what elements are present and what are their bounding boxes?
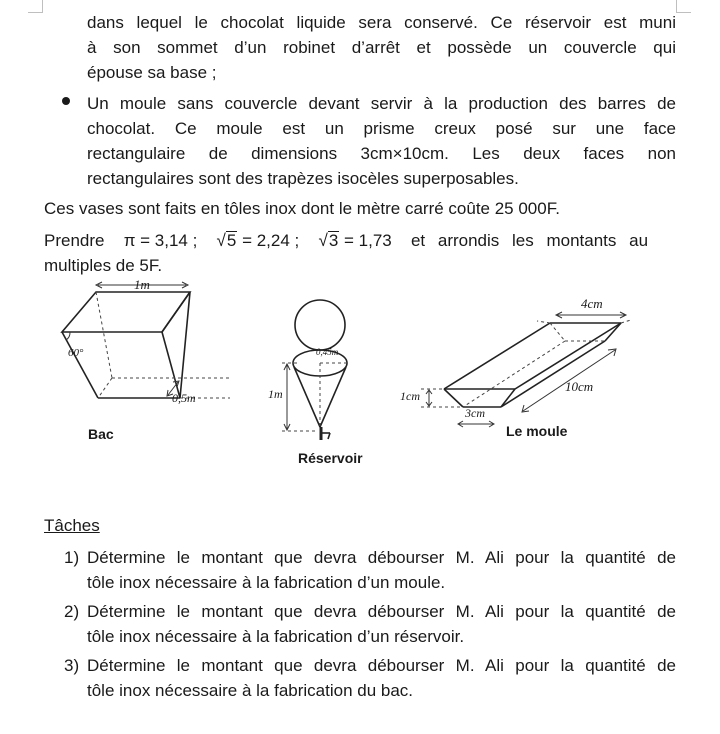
bac-width-label: 1m	[134, 277, 150, 292]
figure-reservoir	[260, 295, 390, 470]
bullet-line: rectangulaires sont des trapèzes isocèles superposables.	[87, 169, 519, 188]
intro-line: dans lequel le chocolat liquide sera conservé. Ce réservoir est muni	[87, 13, 676, 32]
constants-line-2: multiples de 5F.	[44, 256, 163, 275]
task-line: Détermine le montant que devra débourser M. Ali pour la quantité de	[87, 656, 676, 675]
moule-caption: Le moule	[506, 423, 568, 439]
bac-angle-label: 60°	[68, 347, 84, 359]
task-line: tôle inox nécessaire à la fabrication d’un réservoir.	[87, 627, 465, 646]
task-line: tôle inox nécessaire à la fabrication d’un moule.	[87, 573, 446, 592]
reservoir-radius-label: 0,45m	[316, 347, 339, 357]
constants-suffix: et arrondis les montants au	[410, 231, 649, 250]
bullet-paragraph	[87, 91, 676, 191]
reservoir-caption: Réservoir	[298, 450, 363, 466]
bac-diagram-icon	[50, 280, 270, 450]
moule-diagram-icon	[395, 293, 655, 443]
task-number: 3)	[64, 656, 80, 675]
bullet-line: rectangulaire de dimensions 3cm×10cm. Les deux faces non	[87, 144, 676, 163]
pi-value: π = 3,14 ;	[123, 231, 198, 250]
figure-bac	[50, 277, 270, 450]
reservoir-diagram-icon	[260, 295, 390, 445]
bac-depth-label: 0,5m	[172, 391, 196, 405]
intro-line: épouse sa base ;	[87, 63, 217, 82]
task-line: tôle inox nécessaire à la fabrication du bac.	[87, 681, 414, 700]
bullet-line: Un moule sans couvercle devant servir à la production des barres de	[87, 94, 676, 113]
page-corner-mark-left	[28, 0, 43, 13]
bullet-line: chocolat. Ce moule est un prisme creux posé sur une face	[87, 119, 676, 138]
task-line: Détermine le montant que devra débourser M. Ali pour la quantité de	[87, 602, 676, 621]
moule-length-label: 10cm	[565, 379, 594, 394]
moule-bottom-width-label: 3cm	[465, 406, 485, 420]
page-corner-mark-right	[676, 0, 691, 13]
tasks-title: Tâches	[44, 516, 100, 535]
price-statement: Ces vases sont faits en tôles inox dont le mètre carré coûte 25 000F.	[44, 199, 560, 218]
constants-line	[44, 228, 676, 253]
task-number: 1)	[64, 548, 80, 567]
constants-prefix: Prendre	[44, 231, 105, 250]
task-number: 2)	[64, 602, 80, 621]
task-line: Détermine le montant que devra débourser M. Ali pour la quantité de	[87, 548, 676, 567]
intro-line: à son sommet d’un robinet d’arrêt et possède un couvercle qui	[87, 38, 676, 57]
reservoir-height-label: 1m	[268, 387, 283, 401]
sqrt5-value: √5 = 2,24 ;	[216, 231, 300, 250]
figure-moule	[395, 293, 655, 443]
sqrt3-value: √3 = 1,73	[318, 231, 392, 250]
bac-caption: Bac	[88, 426, 114, 442]
moule-top-width-label: 4cm	[581, 296, 603, 311]
bullet-icon	[62, 97, 70, 105]
intro-paragraph	[87, 10, 676, 85]
moule-height-label: 1cm	[400, 389, 420, 403]
